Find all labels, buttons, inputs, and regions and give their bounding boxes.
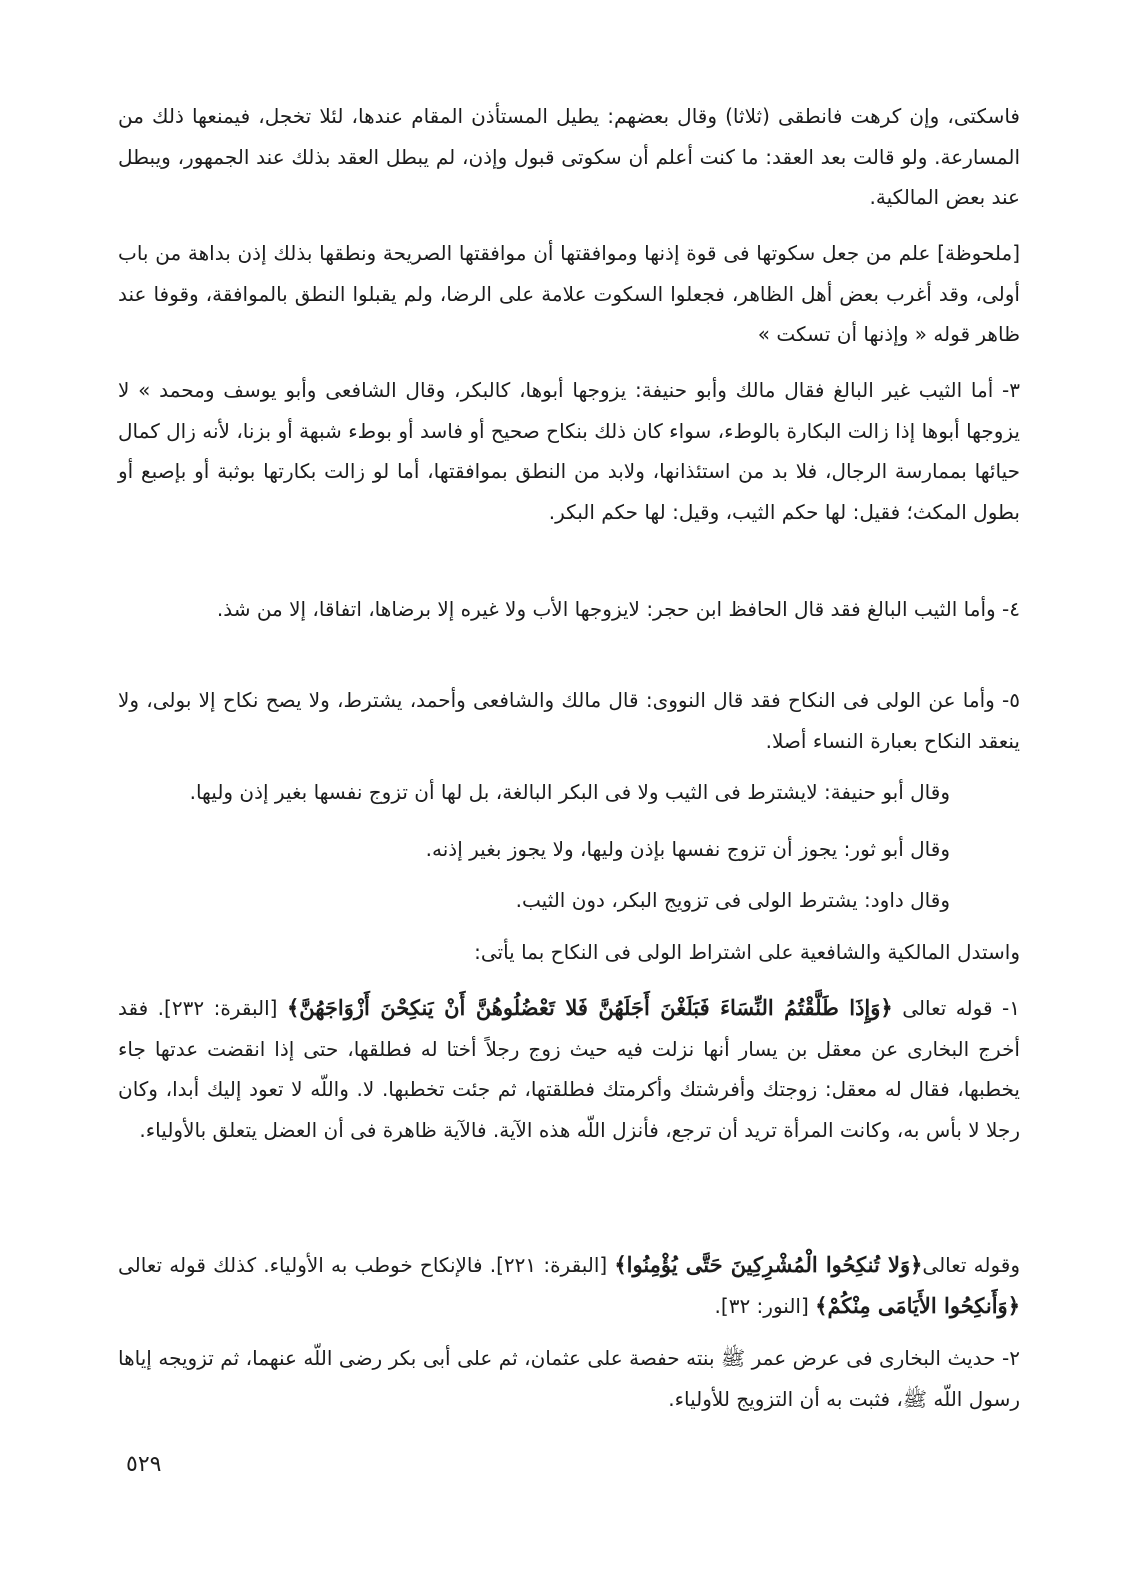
paragraph-evidence-verses bbox=[118, 1245, 1020, 1326]
verses-end: [النور: ٣٢]. bbox=[714, 1293, 816, 1318]
paragraph-continuation: فاسكتى، وإن كرهت فانطقى (ثلاثا) وقال بعضهم: يطيل المستأذن المقام عندها، لئلا تخجل، فيمنعها ذلك من المسارعة. ولو قالت بعد العقد: ما كنت أعلم أن سكوتى قبول وإذن، لم يبطل العقد بذلك عند الجمهور، ويبطل عند بعض المالكية. bbox=[118, 104, 1020, 209]
paragraph-evidence-intro: واستدل المالكية والشافعية على اشتراط الولى فى النكاح بما يأتى: bbox=[474, 940, 1020, 964]
paragraph-point-3: ٣- أما الثيب غير البالغ فقال مالك وأبو حنيفة: يزوجها أبوها، كالبكر، وقال الشافعى وأبو يوسف ومحمد » لا يزوجها أبوها إذا زالت البكارة بالوطء، سواء كان ذلك بنكاح صحيح أو فاسد أو بوطء شبهة أو بزنا، لأنه زال كمال حيائها بممارسة الرجال، فلا بد من استئذانها، ولابد من النطق بموافقتها، أما لو زالت بكارتها بوثبة أو بإصبع أو بطول المكث؛ فقيل: لها حكم الثيب، وقيل: لها حكم البكر. bbox=[118, 378, 1020, 524]
quran-verse-221: ﴿وَلا تُنكِحُوا الْمُشْرِكِينَ حَتَّى يُؤْمِنُوا﴾ bbox=[614, 1252, 923, 1277]
verses-lead: وقوله تعالى bbox=[922, 1253, 1021, 1277]
quran-verse-232: ﴿وَإِذَا طَلَّقْتُمُ النِّسَاءَ فَبَلَغْنَ أَجَلَهُنَّ فَلا تَعْضُلُوهُنَّ أَنْ يَنكِحْنَ أَزْوَاجَهُنَّ﴾ bbox=[286, 995, 893, 1020]
paragraph-evidence-1 bbox=[118, 988, 1020, 1150]
paragraph-abu-thawr: وقال أبو ثور: يجوز أن تزوج نفسها بإذن وليها، ولا يجوز بغير إذنه. bbox=[425, 837, 950, 861]
evidence-1-lead: ١- قوله تعالى bbox=[892, 996, 1020, 1020]
paragraph-note: [ملحوظة] علم من جعل سكوتها فى قوة إذنها وموافقتها أن موافقتها الصريحة ونطقها بذلك إذن بداهة من باب أولى، وقد أغرب بعض أهل الظاهر، فجعلوا السكوت علامة على الرضا، ولم يقبلوا النطق بالموافقة، وقوفا عند ظاهر قوله « وإذنها أن تسكت » bbox=[118, 241, 1020, 346]
paragraph-evidence-2: ٢- حديث البخارى فى عرض عمر ﷺ بنته حفصة على عثمان، ثم على أبى بكر رضى اللّه عنهما، ثم تزويجه إياها رسول اللّه ﷺ، فثبت به أن التزويج للأولياء. bbox=[118, 1346, 1020, 1411]
verses-middle: [البقرة: ٢٢١]. فالإنكاح خوطب به الأولياء. كذلك قوله تعالى bbox=[118, 1253, 615, 1277]
page-number: ٥٢٩ bbox=[126, 1452, 162, 1477]
evidence-1-body: [البقرة: ٢٣٢]. فقد أخرج البخارى عن معقل بن يسار أنها نزلت فيه حيث زوج رجلاً أختا له فطلقها، حتى إذا انقضت عدتها جاء يخطبها، فقال له معقل: زوجتك وأفرشتك وأكرمتك فطلقتها، ثم جئت تخطبها. لا. واللّه لا تعود إليك أبدا، وكان رجلا لا بأس به، وكانت المرأة تريد أن ترجع، فأنزل اللّه هذه الآية. فالآية ظاهرة فى أن العضل يتعلق بالأولياء. bbox=[118, 996, 1020, 1142]
paragraph-point-4: ٤- وأما الثيب البالغ فقد قال الحافظ ابن حجر: لايزوجها الأب ولا غيره إلا برضاها، اتفاقا، إلا من شذ. bbox=[216, 597, 1020, 621]
paragraph-abu-hanifa: وقال أبو حنيفة: لايشترط فى الثيب ولا فى البكر البالغة، بل لها أن تزوج نفسها بغير إذن وليها. bbox=[189, 780, 950, 804]
quran-verse-nur-32: ﴿وَأَنكِحُوا الأَيَامَى مِنْكُمْ﴾ bbox=[815, 1292, 1020, 1318]
paragraph-dawud: وقال داود: يشترط الولى فى تزويج البكر، دون الثيب. bbox=[515, 888, 950, 912]
paragraph-point-5: ٥- وأما عن الولى فى النكاح فقد قال النووى: قال مالك والشافعى وأحمد، يشترط، ولا يصح نكاح إلا بولى، ولا ينعقد النكاح بعبارة النساء أصلا. bbox=[118, 688, 1020, 753]
